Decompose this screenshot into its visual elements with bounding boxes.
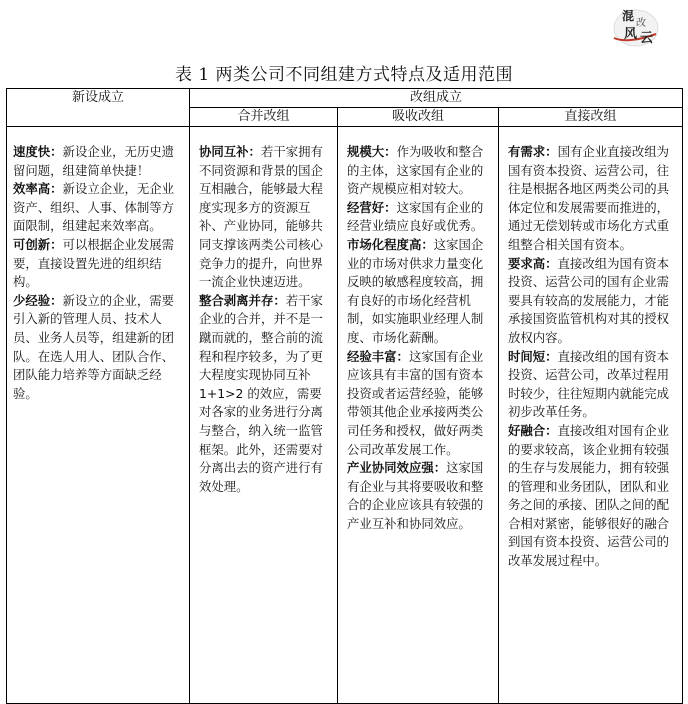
list-item: 规模大：作为吸收和整合的主体，这家国有企业的资产规模应相对较大。 <box>347 144 484 197</box>
cell-merge <box>190 127 338 704</box>
list-item: 有需求：国有企业直接改组为国有资本投资、运营公司，往往是根据各地区两类公司的具体定位和发展需要而推进的，通过无偿划转或市场化方式重组整合相关国有资本。 <box>508 144 670 252</box>
list-item: 可创新：可以根据企业发展需要，直接设置先进的组织结构。 <box>13 236 175 290</box>
comparison-table <box>6 88 683 704</box>
brand-logo <box>608 4 660 48</box>
list-item: 产业协同效应强：这家国有企业与其将要吸收和整合的企业应该具有较强的产业互补和协同效应。 <box>347 460 484 531</box>
list-item: 少经验：新设立的企业，需要引入新的管理人员、技术人员、业务人员等，组建新的团队。在选人用人、团队合作、团队能力培养等方面缺乏经验。 <box>13 292 175 401</box>
list-item: 要求高：直接改组为国有资本投资、运营公司的国有企业需要具有较高的发展能力，才能承接国资监管机构对其的授权放权内容。 <box>508 255 670 345</box>
list-item: 时间短：直接改组的国有资本投资、运营公司，改革过程用时较少，往往短期内就能完成初步改革任务。 <box>508 348 670 420</box>
list-item: 经验丰富：这家国有企业应该具有丰富的国有资本投资或者运营经验，能够带领其他企业承接两类公司任务和授权，做好两类公司改革发展工作。 <box>347 348 484 457</box>
list-item: 协同互补：若干家拥有不同资源和背景的国企互相融合，能够最大程度实现多方的资源互补、产业协同，能够共同支撑该两类公司核心竞争力的提升，向世界一流企业快速迈进。 <box>199 144 323 290</box>
header-new-setup: 新设成立 <box>7 89 190 127</box>
list-item: 好融合：直接改组对国有企业的要求较高，该企业拥有较强的生存与发展能力，拥有较强的管理和业务团队，团队和业务之间的承接、团队之间的配合相对紧密，能够很好的融合到国有资本投资、运营公司的改革发展过程中。 <box>508 422 670 569</box>
logo-char-3: 风 <box>624 27 638 42</box>
cell-new-setup <box>7 127 190 704</box>
header-direct: 直接改组 <box>499 108 683 127</box>
header-merge: 合并改组 <box>190 108 338 127</box>
logo-char-1: 混 <box>622 9 635 23</box>
list-item: 经营好：这家国有企业的经营业绩应良好或优秀。 <box>347 199 484 234</box>
list-item: 整合剥离并存：若干家企业的合并，并不是一蹴而就的，整合前的流程和程序较多，为了更大程度实现协同互补 1+1>2 的效应，需要对各家的业务进行分离与整合，纳入统一监管框架。此外，还需要对分离出去的资产进行有效处理。 <box>199 292 323 494</box>
header-absorb: 吸收改组 <box>338 108 499 127</box>
list-item: 速度快：新设企业，无历史遗留问题，组建简单快捷！ <box>13 144 175 178</box>
logo-char-4: 云 <box>640 31 654 46</box>
logo-char-2: 改 <box>636 18 646 29</box>
list-item: 市场化程度高：这家国企业的市场对供求力量变化反映的敏感程度较高，拥有良好的市场化经营机制，如实施职业经理人制度、市场化薪酬。 <box>347 236 484 345</box>
list-item: 效率高：新设立企业，无企业资产、组织、人事、体制等方面限制，组建起来效率高。 <box>13 181 175 234</box>
table-title: 表 1 两类公司不同组建方式特点及适用范围 <box>174 65 514 85</box>
cell-absorb <box>338 127 499 704</box>
cell-direct <box>499 127 683 704</box>
header-reorg: 改组成立 <box>190 89 683 108</box>
